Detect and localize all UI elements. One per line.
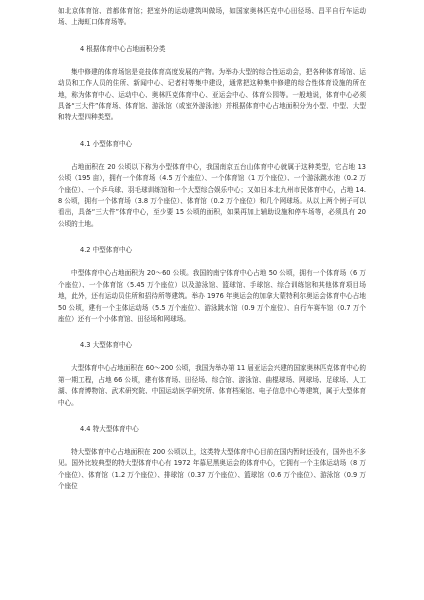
heading-4-1: 4.1 小型体育中心 (80, 139, 133, 148)
heading-4-3: 4.3 大型体育中心 (80, 341, 133, 350)
paragraph-section-4: 集中修建的体育场馆是竞技体育高度发展的产物。为举办大型的综合性运动会，把各种体育场馆、运动员和工作人员的住所、新闻中心、记者村等集中建设，通常把这种集中修建的综合性体育设施的所在地，称为体育中心、运动中心、奥林匹克体育中心、亚运会中心、体育公园等。一般地说，体育中心必须具备“三大件”体育场、体育馆、游泳馆（或室外游泳池）并根据体育中心占地面积分为小型、中型、大型和特大型四种类型。 (58, 67, 366, 122)
spacer (58, 55, 366, 67)
heading-section-4: 4 根据体育中心占地面积分类 (80, 44, 166, 53)
paragraph-4-3: 大型体育中心占地面积在 60～200 公顷，我国为举办第 11 届亚运会兴建的国家奥林匹克体育中心的第一期工程，占地 66 公顷，建有体育场、田径场、综合馆、游泳馆、曲棍球场、网球场、足球场、人工湖、体育博物馆、武术研究院、中国运动医学研究所、体育档案馆、电子信息中心等建筑，属于大型体育中心。 (58, 364, 366, 407)
spacer (58, 351, 366, 363)
spacer (58, 29, 366, 44)
spacer (58, 256, 366, 268)
spacer (58, 230, 366, 245)
heading-4-4: 4.4 特大型体育中心 (80, 424, 139, 433)
paragraph-intro: 如北京体育馆、首都体育馆；把室外的运动建筑叫做场，如国家奥林匹克中心田径场、昌平自行车运动场、上海虹口体育场等。 (58, 7, 366, 27)
paragraph-4-1: 占地面积在 20 公顷以下称为小型体育中心，我国南京五台山体育中心就属于这种类型，它占地 13 公顷（195 亩），拥有一个体育场（4.5 万个座位）、一个体育馆（1 万个座位）、一个游泳跳水池（0.2 万个座位）、一个乒乓球、羽毛球训练馆和一个大型综合娱乐中心；又如日本北九州市民体育中心，占地 14.8 公顷，拥有一个体育场（3.8 万个座位）、体育馆（0.2 万个座位）和几个网球场。从以上两个例子可以看出，具备“三大件”体育中心，至少要 15 公顷的面积，如果再加上辅助设施和停车场等，必须具有 20 公顷的土地。 (58, 162, 366, 228)
paragraph-4-2: 中型体育中心占地面积为 20～60 公顷。我国的南宁体育中心占地 50 公顷，拥有一个体育场（6 万个座位）、一个体育馆（5.45 万个座位）以及游泳馆、篮球馆、手球馆、综合训练馆和其他体育项目场地，此外，还有运动员住所和招待所等建筑。举办 1976 年奥运会的加拿大蒙特利尔奥运会体育中心占地 50 公顷，建有一个主体运动场（5.5 万个座位）、游泳跳水馆（0.9 万个座位）、自行车赛车馆（0.7 万个座位）还有一个小体育馆、田径场和网球场。 (58, 269, 366, 323)
spacer (58, 150, 366, 162)
paragraph-4-4: 特大型体育中心占地面积在 200 公顷以上，这类特大型体育中心目前在国内暂时还没有，国外也不多见。国外比较典型的特大型体育中心有 1972 年慕尼黑奥运会的体育中心，它拥有一个主体运动场（8 万个座位）、体育馆（1.2 万个座位）、排球馆（0.37 万个座位）、篮球馆（0.6 万个座位）、游泳馆（0.9 万个座位 (58, 447, 366, 491)
heading-4-2: 4.2 中型体育中心 (80, 246, 133, 255)
spacer (58, 409, 366, 424)
spacer (58, 325, 366, 340)
spacer (58, 435, 366, 447)
spacer (58, 124, 366, 139)
